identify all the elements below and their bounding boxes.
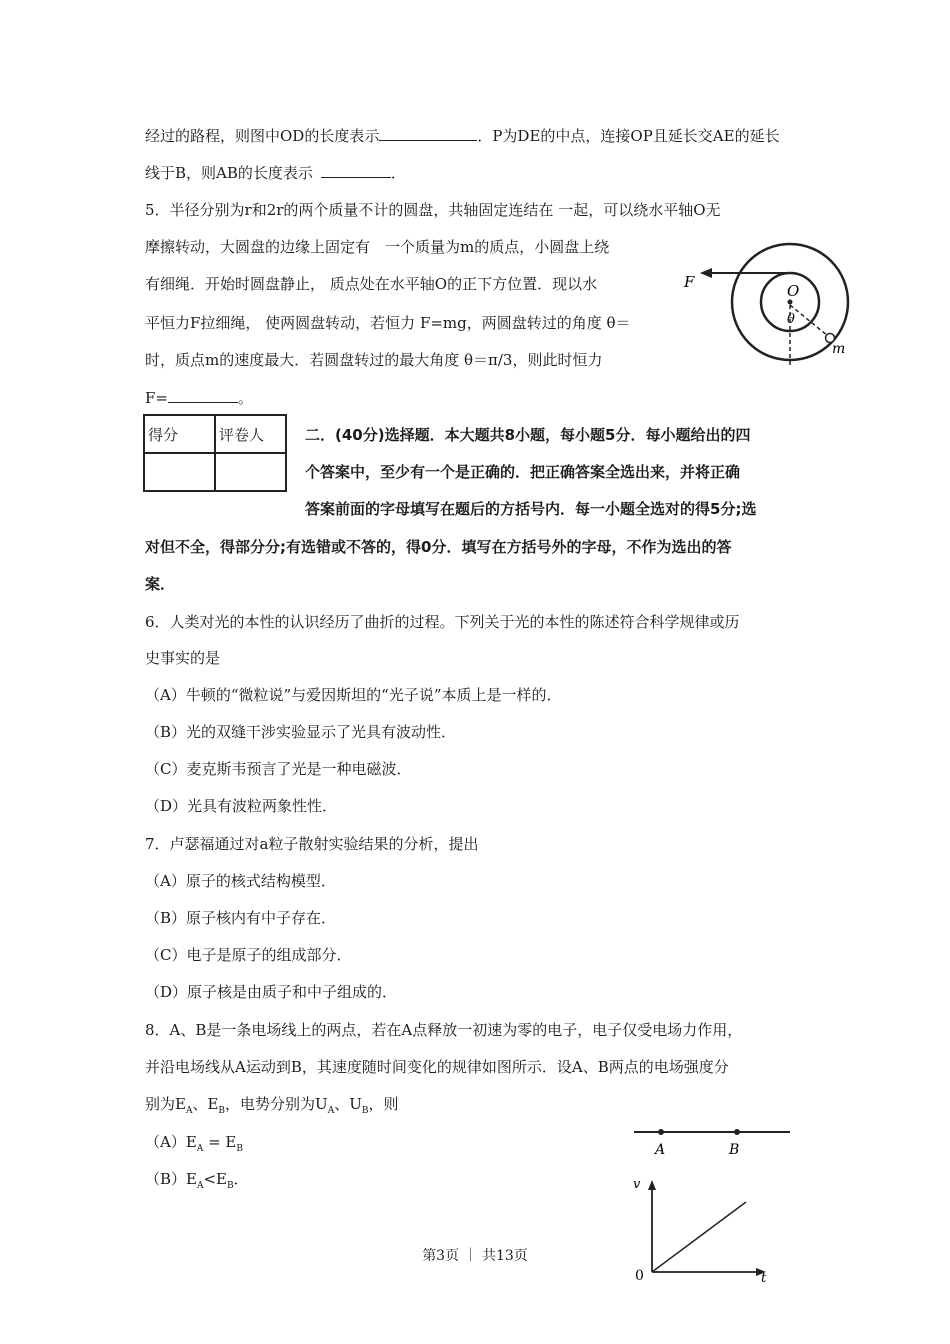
subscript: A [327,1106,335,1116]
section-2-line-5: 案． [145,575,176,593]
text-segment: ．P为DE的中点，连接OP且延长交AE的延长 [477,127,780,145]
subscript: A [185,1106,193,1116]
question-5-line-3: 有细绳．开始时圆盘静止， 质点处在水平轴O的正下方位置．现以水 [145,275,598,293]
angle-label: θ [787,312,795,327]
subscript: A [196,1181,204,1191]
axis-label: O [787,282,800,300]
text-segment: 线于B，则AB的长度表示 [145,164,313,182]
score-cell[interactable] [144,453,215,491]
text-segment: 经过的路程，则图中OD的长度表示 [145,127,380,145]
text-segment: = E [203,1133,237,1151]
subscript: A [196,1144,204,1154]
origin-label: 0 [635,1268,644,1284]
question-5-line-5: 时，质点m的速度最大．若圆盘转过的最大角度 θ＝π/3，则此时恒力 [145,351,603,369]
question-7-stem: 7．卢瑟福通过对a粒子散射实验结果的分析，提出 [145,835,479,853]
subscript: B [361,1106,369,1116]
subscript: B [227,1181,234,1191]
text-segment: ，电势分别为U [225,1095,328,1113]
section-2-line-2: 个答案中，至少有一个是正确的．把正确答案全选出来，并将正确 [305,463,741,481]
score-table [143,414,287,492]
text-segment: （B）E [145,1170,197,1188]
text-segment: 。 [237,389,253,407]
text-segment: 别为E [145,1095,186,1113]
answer-blank[interactable] [168,387,238,403]
text-segment: ，则 [368,1095,399,1113]
question-8-option-b [145,1169,249,1196]
question-5-line-2: 摩擦转动，大圆盘的边缘上固定有 一个质量为m的质点，小圆盘上绕 [145,238,610,256]
mass-label: m [832,341,846,357]
answer-blank[interactable] [379,125,477,141]
point-a-dot [658,1129,664,1135]
question-7-option-c: （C）电子是原子的组成部分． [145,946,352,964]
v-axis-arrow [648,1180,656,1190]
question-8-stem-1: 8．A、B是一条电场线上的两点，若在A点释放一初速为零的电子，电子仅受电场力作用， [145,1021,743,1039]
subscript: B [236,1144,243,1154]
text-segment: ． [233,1170,249,1188]
question-7-option-d: （D）原子核是由质子和中子组成的． [145,983,398,1001]
answer-blank[interactable] [321,162,391,178]
question-8-option-a [145,1132,243,1159]
question-6-option-d: （D）光具有波粒两象性性． [145,797,338,815]
subscript: B [218,1106,226,1116]
question-6-option-a: （A）牛顿的“微粒说”与爱因斯坦的“光子说”本质上是一样的． [145,686,562,704]
question-6-stem-1: 6．人类对光的本性的认识经历了曲折的过程。下列关于光的本性的陈述符合科学规律或历 [145,613,740,631]
text-segment: 、U [334,1095,362,1113]
page-footer: 第3页 ｜ 共13页 [422,1248,528,1264]
v-label: v [633,1177,641,1192]
question-8-stem-2: 并沿电场线从A运动到B，其速度随时间变化的规律如图所示．设A、B两点的电场强度分 [145,1058,729,1076]
t-label: t [761,1271,767,1286]
text-segment: ． [390,164,406,182]
section-2-line-3: 答案前面的字母填写在题后的方括号内．每一小题全选对的得5分;选 [305,500,757,518]
text-segment: （A）E [145,1133,197,1151]
score-header: 得分 [144,415,215,453]
text-segment: 、E [192,1095,219,1113]
text-segment: F= [145,389,168,407]
question-5-line-1: 5．半径分别为r和2r的两个质量不计的圆盘，共轴固定连结在 一起，可以绕水平轴O无 [145,201,721,219]
question-5-line-6 [145,387,253,408]
section-2-line-1: 二．(40分)选择题．本大题共8小题，每小题5分．每小题给出的四 [305,426,751,444]
point-b-label: B [729,1142,740,1158]
question-6-option-c: （C）麦克斯韦预言了光是一种电磁波． [145,760,412,778]
question-5-line-4: 平恒力F拉细绳， 使两圆盘转动，若恒力 F=mg，两圆盘转过的角度 θ＝ [145,314,631,332]
grader-cell[interactable] [215,453,286,491]
point-b-dot [734,1129,740,1135]
question-6-option-b: （B）光的双缝干涉实验显示了光具有波动性． [145,723,457,741]
text-segment: <E [203,1170,228,1188]
section-2-line-4: 对但不全，得部分分;有选错或不答的，得0分．填写在方括号外的字母，不作为选出的答 [145,538,732,556]
point-a-label: A [655,1142,666,1158]
question-8-stem-3 [145,1094,398,1121]
question-7-option-b: （B）原子核内有中子存在． [145,909,337,927]
force-arrowhead [700,268,712,278]
text-line [145,162,406,183]
force-label: F [684,273,695,291]
question-7-option-a: （A）原子的核式结构模型． [145,872,336,890]
grader-header: 评卷人 [215,415,286,453]
axis-point [788,300,793,305]
question-6-stem-2: 史事实的是 [145,649,221,667]
text-line [145,125,780,146]
disk-figure [672,235,862,370]
